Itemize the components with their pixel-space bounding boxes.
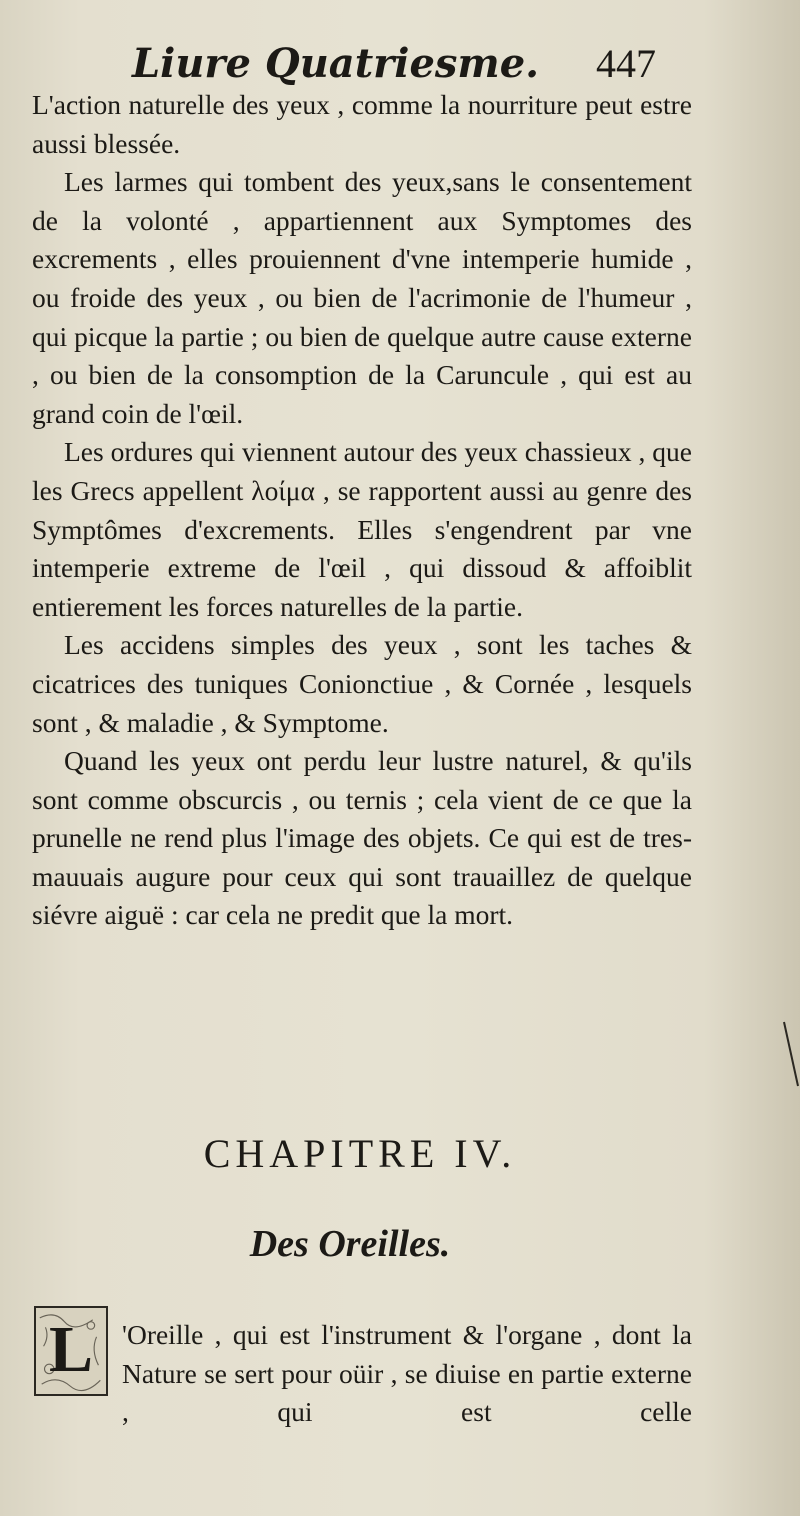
body-text xyxy=(32,86,692,935)
page-number: 447 xyxy=(596,41,656,86)
paragraph: Les larmes qui tombent des yeux,sans le consentement de la volonté , appartiennent aux Symptomes des excrements , elles prouiennent d'vne intemperie humide , ou froide des yeux , ou bien de l'acrimonie de l'humeur , qui picque la partie ; ou bien de quelque autre cause externe , ou bien de la consomption de la Caruncule , qui est au grand coin de l'œil. xyxy=(32,166,692,429)
paragraph: Quand les yeux ont perdu leur lustre naturel, & qu'ils sont comme obscurcis , ou ternis ; cela vient de ce que la prunelle ne rend plus l'image des objets. Ce qui est de tres-mauuais augure pour ceux qui sont trauaillez de quelque siévre aiguë : car cela ne predit que la mort. xyxy=(32,745,692,931)
paragraph: Les accidens simples des yeux , sont les taches & cicatrices des tuniques Conionctiue , & Cornée , lesquels sont , & maladie , & Symptome. xyxy=(32,629,692,738)
paragraph: L'action naturelle des yeux , comme la nourriture peut estre aussi blessée. xyxy=(32,89,692,159)
paragraph: 'Oreille , qui est l'instrument & l'organe , dont la Nature se sert pour oüir , se diuise en partie externe , qui est celle xyxy=(122,1319,692,1428)
decorated-initial xyxy=(34,1306,108,1396)
margin-mark-icon xyxy=(782,1020,800,1090)
paragraph: Les ordures qui viennent autour des yeux chassieux , que les Grecs appellent λοίμα , se rapportent aussi au genre des Symptômes d'excrements. Elles s'engendrent par vne intemperie extreme de l'œil , qui dissoud & affoiblit entierement les forces naturelles de la partie. xyxy=(32,436,692,622)
chapter-heading: CHAPITRE IV. xyxy=(203,1131,517,1176)
chapter-opening-text xyxy=(122,1316,692,1432)
chapter-subtitle: Des Oreilles. xyxy=(249,1223,451,1265)
drop-cap-letter: L xyxy=(48,1313,94,1386)
running-head-title: Liure Quatriesme. xyxy=(132,40,540,87)
